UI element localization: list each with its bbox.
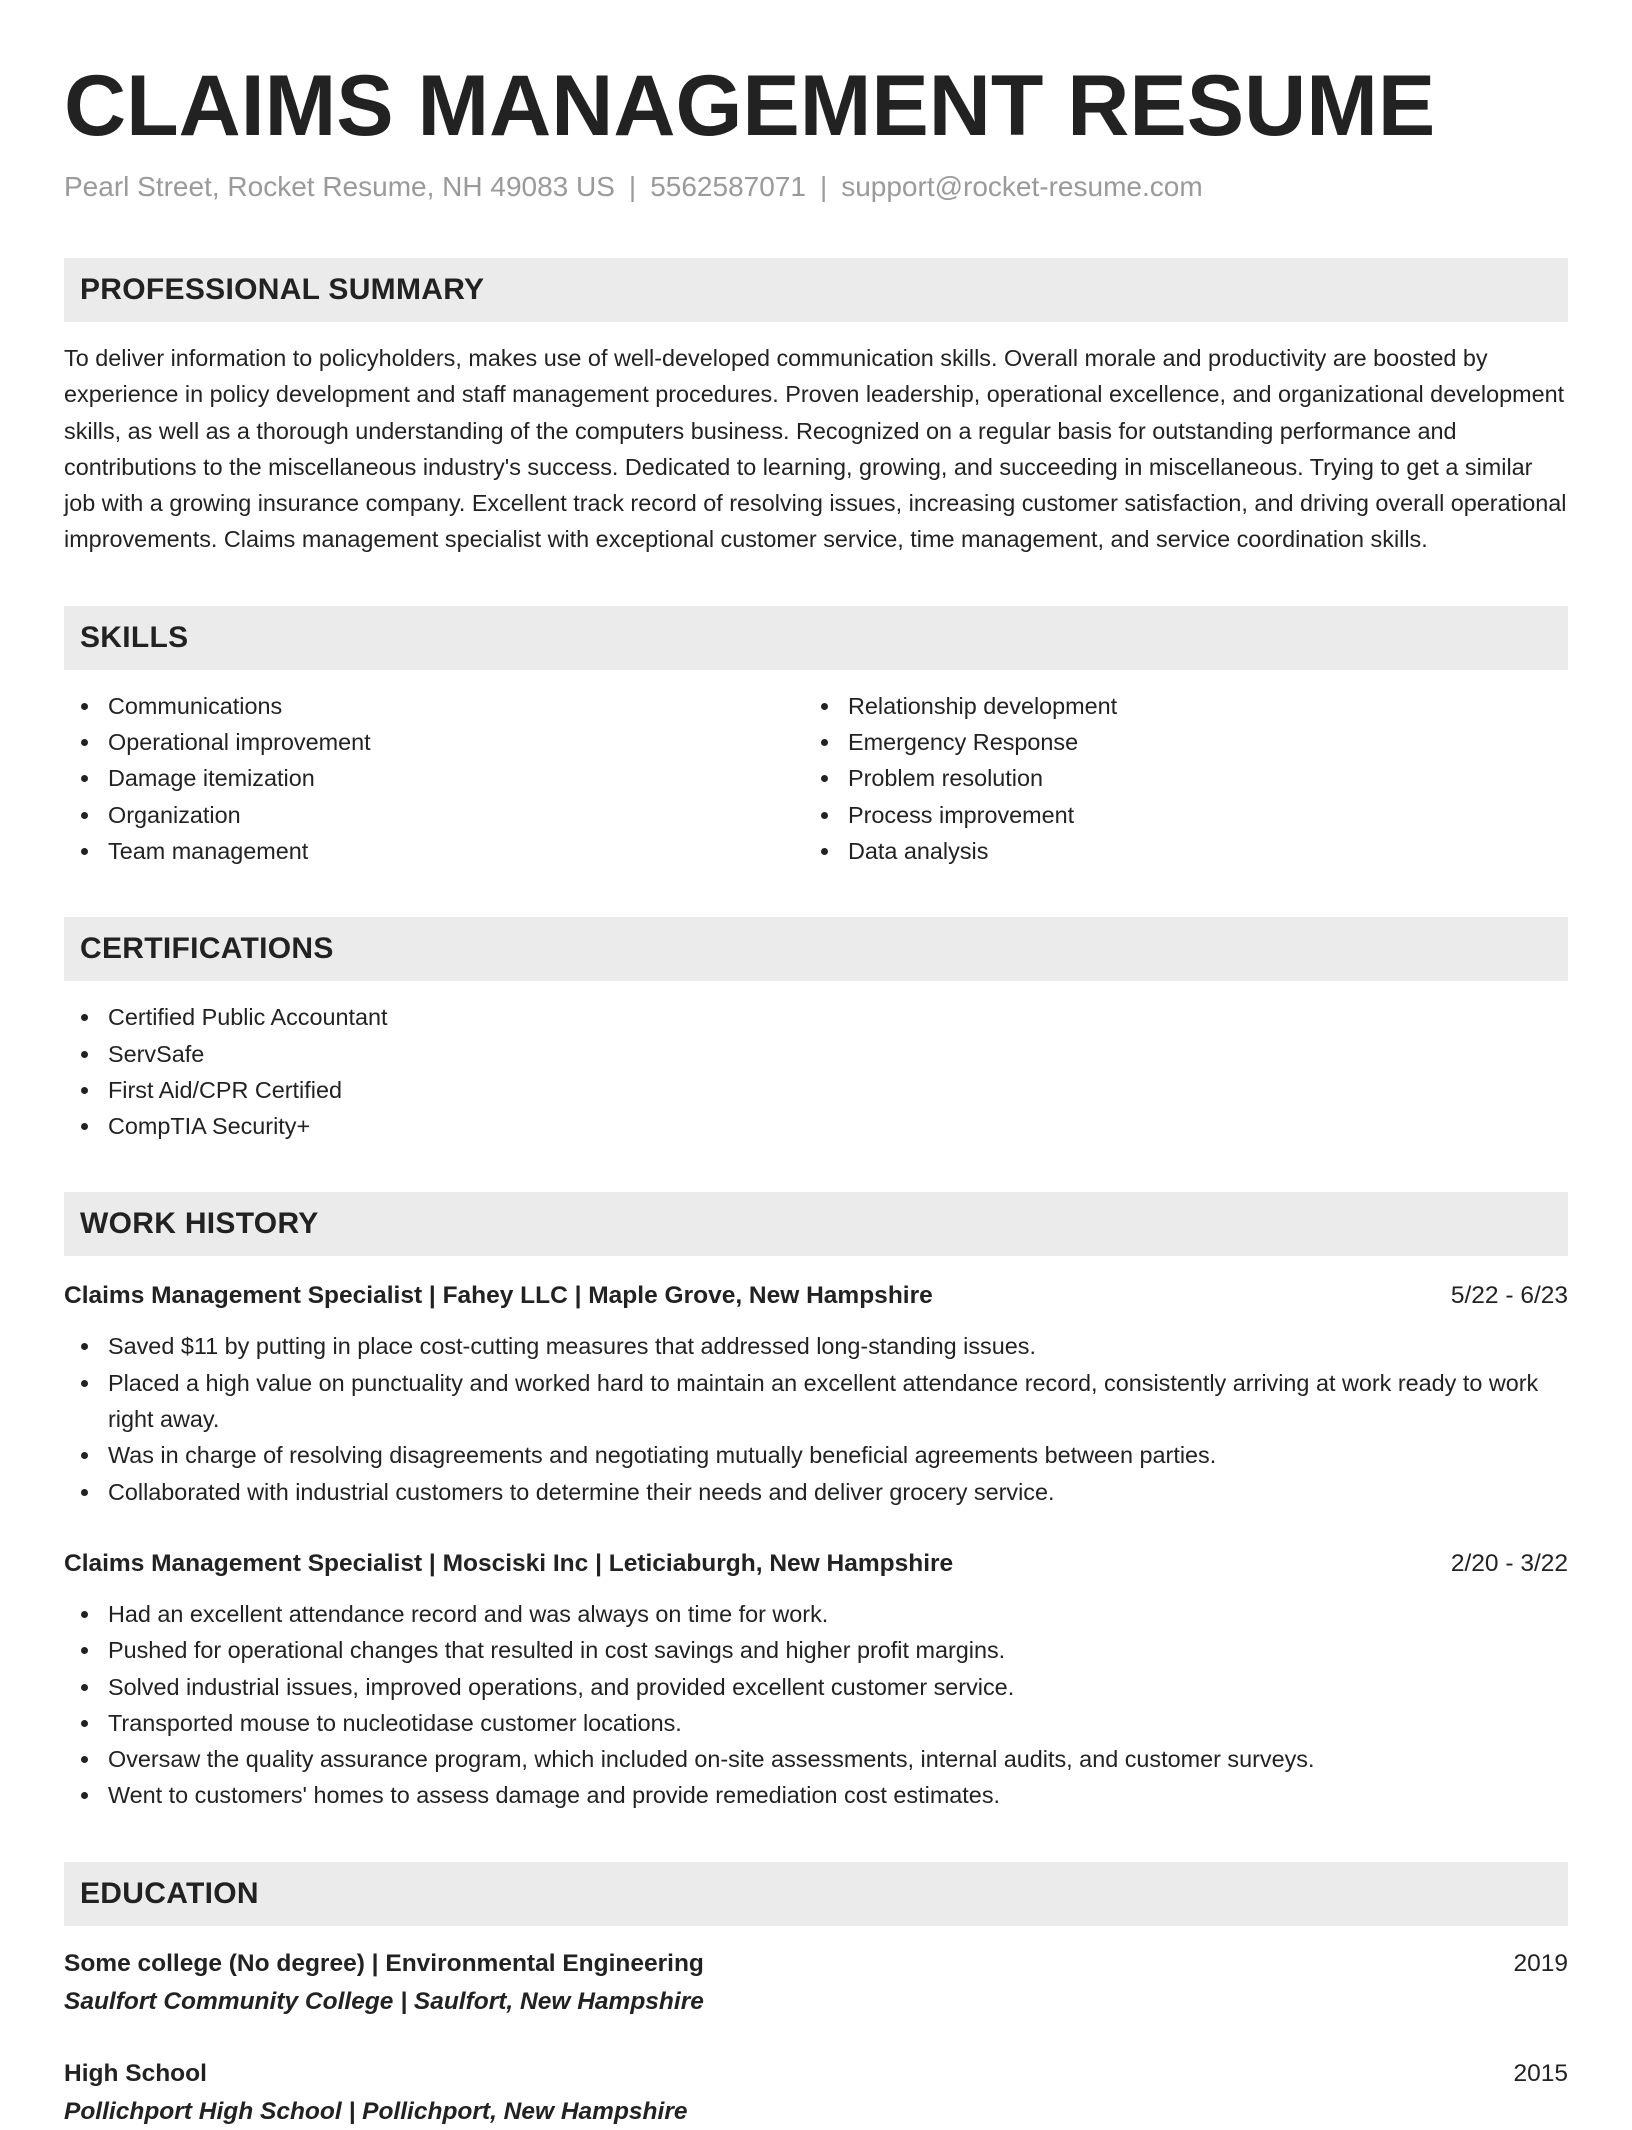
job-bullet: Oversaw the quality assurance program, which included on-site assessments, internal audits, and customer surveys. <box>64 1741 1568 1777</box>
skill-item: Emergency Response <box>804 724 1544 760</box>
summary-text: To deliver information to policyholders, makes use of well-developed communication skills. Overall morale and productivity are boosted by experience in policy development and staff management procedures. Proven leadership, operational excellence, and organizational development skills, as well as a thorough understanding of the computers business. Recognized on a regular basis for outstanding performance and contributions to the miscellaneous industry's success. Dedicated to learning, growing, and succeeding in miscellaneous. Trying to get a similar job with a growing insurance company. Excellent track record of resolving issues, increasing customer satisfaction, and driving overall operational improvements. Claims management specialist with exceptional customer service, time management, and service coordination skills. <box>64 345 1567 553</box>
skills-column-left <box>64 688 804 869</box>
contact-separator: | <box>819 171 828 202</box>
certification-item: Certified Public Accountant <box>64 999 1568 1035</box>
education-school: Pollichport High School | Pollichport, New Hampshire <box>64 2097 688 2125</box>
section-heading-certifications: CERTIFICATIONS <box>64 917 1568 981</box>
skill-item: Data analysis <box>804 833 1544 869</box>
job-bullet: Solved industrial issues, improved operations, and provided excellent customer service. <box>64 1669 1568 1705</box>
skills-grid <box>64 688 1568 869</box>
skill-item: Operational improvement <box>64 724 804 760</box>
contact-line <box>64 168 1568 206</box>
skill-item: Damage itemization <box>64 760 804 796</box>
job-entry <box>64 1278 1568 1509</box>
skill-item: Organization <box>64 797 804 833</box>
job-bullets <box>64 1596 1568 1814</box>
skill-item: Team management <box>64 833 804 869</box>
summary-section <box>64 258 1568 558</box>
certification-item: ServSafe <box>64 1036 1568 1072</box>
job-bullet: Was in charge of resolving disagreements and negotiating mutually beneficial agreements between parties. <box>64 1437 1568 1473</box>
job-bullets <box>64 1328 1568 1509</box>
contact-separator: | <box>628 171 637 202</box>
skill-item: Process improvement <box>804 797 1544 833</box>
job-bullet: Placed a high value on punctuality and worked hard to maintain an excellent attendance record, consistently arriving at work ready to work right away. <box>64 1365 1568 1438</box>
education-section <box>64 1862 1568 2130</box>
education-year: 2019 <box>1513 1949 1568 1977</box>
certifications-list <box>64 999 1568 1144</box>
education-school: Saulfort Community College | Saulfort, New Hampshire <box>64 1987 704 2015</box>
job-dates: 5/22 - 6/23 <box>1450 1282 1568 1310</box>
job-bullet: Collaborated with industrial customers to determine their needs and deliver grocery service. <box>64 1474 1568 1510</box>
education-header <box>64 1946 1568 1982</box>
certification-item: First Aid/CPR Certified <box>64 1072 1568 1108</box>
job-bullet: Went to customers' homes to assess damage and provide remediation cost estimates. <box>64 1777 1568 1813</box>
section-heading-education: EDUCATION <box>64 1862 1568 1926</box>
skills-column-right <box>804 688 1544 869</box>
certifications-section <box>64 917 1568 1144</box>
job-title: Claims Management Specialist | Mosciski Inc | Leticiaburgh, New Hampshire <box>64 1549 954 1577</box>
job-title: Claims Management Specialist | Fahey LLC | Maple Grove, New Hampshire <box>64 1282 933 1310</box>
skill-item: Relationship development <box>804 688 1544 724</box>
resume-title: CLAIMS MANAGEMENT RESUME <box>64 58 1436 154</box>
section-heading-work-history: WORK HISTORY <box>64 1192 1568 1256</box>
skill-item: Problem resolution <box>804 760 1544 796</box>
skills-section <box>64 606 1568 869</box>
education-degree: High School <box>64 2059 207 2087</box>
education-entry <box>64 2056 1568 2130</box>
education-year: 2015 <box>1513 2059 1568 2087</box>
education-header <box>64 2056 1568 2092</box>
job-bullet: Saved $11 by putting in place cost-cutting measures that addressed long-standing issues. <box>64 1328 1568 1364</box>
section-heading-summary: PROFESSIONAL SUMMARY <box>64 258 1568 322</box>
contact-address: Pearl Street, Rocket Resume, NH 49083 US <box>64 171 615 202</box>
job-bullet: Transported mouse to nucleotidase customer locations. <box>64 1705 1568 1741</box>
contact-email: support@rocket-resume.com <box>841 171 1203 202</box>
job-header <box>64 1546 1568 1582</box>
contact-phone: 5562587071 <box>650 171 806 202</box>
job-bullet: Had an excellent attendance record and was always on time for work. <box>64 1596 1568 1632</box>
job-header <box>64 1278 1568 1314</box>
section-heading-skills: SKILLS <box>64 606 1568 670</box>
skill-item: Communications <box>64 688 804 724</box>
job-entry <box>64 1546 1568 1814</box>
job-bullet: Pushed for operational changes that resulted in cost savings and higher profit margins. <box>64 1632 1568 1668</box>
job-dates: 2/20 - 3/22 <box>1450 1549 1568 1577</box>
work-history-section <box>64 1192 1568 1813</box>
education-entry <box>64 1946 1568 2020</box>
certification-item: CompTIA Security+ <box>64 1108 1568 1144</box>
education-degree: Some college (No degree) | Environmental Engineering <box>64 1949 704 1977</box>
